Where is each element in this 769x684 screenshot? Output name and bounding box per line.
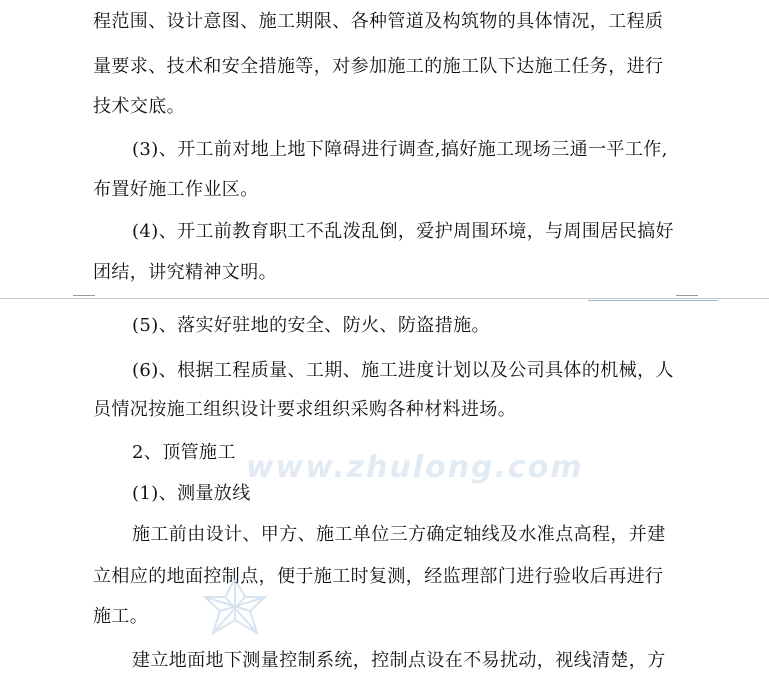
header-rule [588, 300, 718, 301]
paragraph-line: (4)、开工前教育职工不乱泼乱倒，爱护周围环境，与周围居民搞好 [132, 221, 674, 242]
paragraph-line: 建立地面地下测量控制系统，控制点设在不易扰动，视线清楚，方 [132, 650, 666, 671]
paragraph-line: 施工前由设计、甲方、施工单位三方确定轴线及水准点高程，并建 [132, 524, 666, 545]
paragraph-line: 量要求、技术和安全措施等，对参加施工的施工队下达施工任务，进行 [93, 56, 664, 77]
paragraph-line: 团结，讲究精神文明。 [93, 262, 277, 283]
paragraph-line: 程范围、设计意图、施工期限、各种管道及构筑物的具体情况，工程质 [93, 11, 664, 32]
paragraph-line: 施工。 [93, 606, 149, 627]
paragraph-line: 立相应的地面控制点，便于施工时复测，经监理部门进行验收后再进行 [93, 566, 664, 587]
section-heading: 2、顶管施工 [132, 442, 236, 463]
paragraph-line: 技术交底。 [93, 96, 185, 117]
paragraph-line: (5)、落实好驻地的安全、防火、防盗措施。 [132, 315, 490, 336]
document-page-1 [0, 0, 769, 298]
subsection-heading: (1)、测量放线 [132, 483, 251, 504]
watermark-text: www.zhulong.com [246, 450, 584, 485]
watermark-logo-icon [195, 575, 275, 645]
paragraph-line: (6)、根据工程质量、工期、施工进度计划以及公司具体的机械，人 [132, 360, 674, 381]
paragraph-line: 布置好施工作业区。 [93, 179, 259, 200]
paragraph-line: (3)、开工前对地上地下障碍进行调查,搞好施工现场三通一平工作, [132, 139, 668, 160]
paragraph-line: 员情况按施工组织设计要求组织采购各种材料进场。 [93, 399, 517, 420]
document-page-2 [0, 303, 769, 684]
